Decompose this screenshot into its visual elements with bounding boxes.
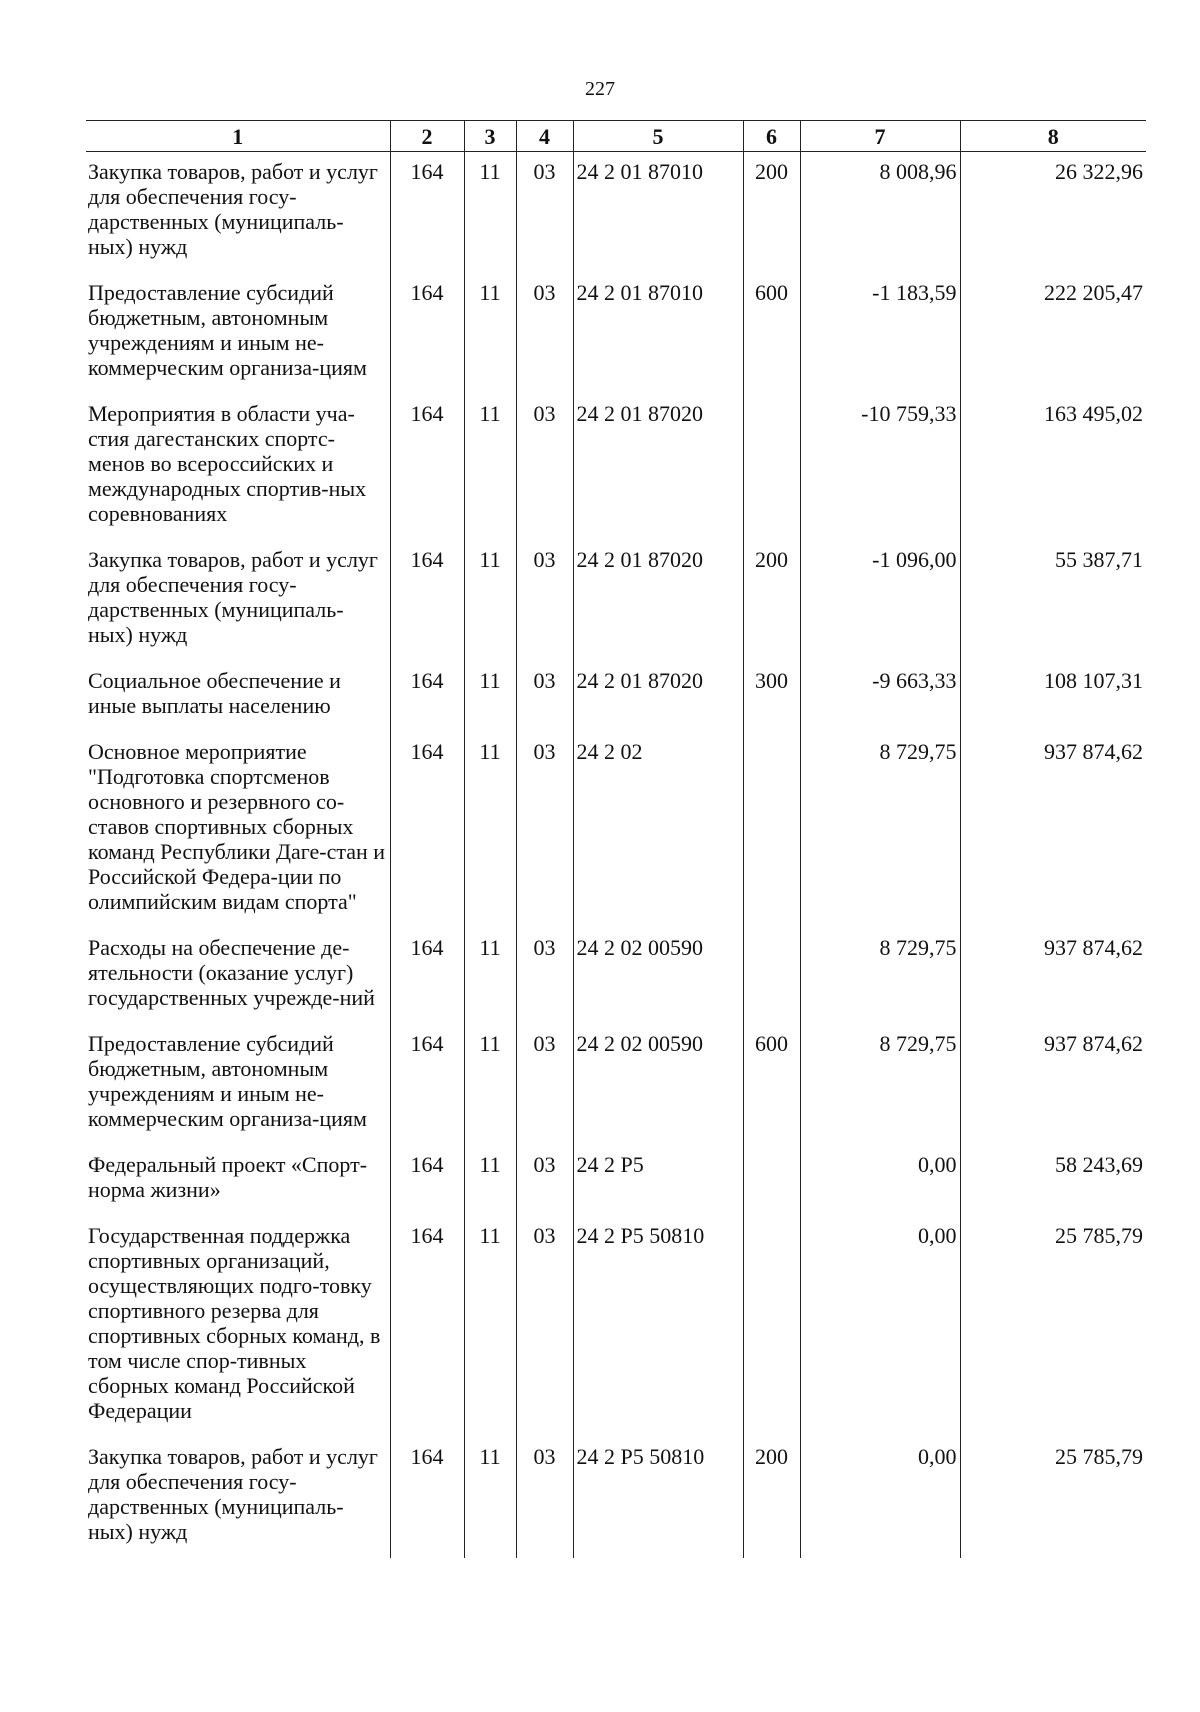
row-col-4: 03 bbox=[516, 394, 573, 540]
header-col-5: 5 bbox=[573, 121, 743, 152]
row-col-4: 03 bbox=[516, 1437, 573, 1558]
table-row bbox=[86, 273, 1146, 394]
row-col-7: -1 096,00 bbox=[800, 540, 960, 661]
page-number: 227 bbox=[585, 78, 615, 100]
row-col-7: 8 729,75 bbox=[800, 928, 960, 1024]
row-name: Предоставление субсидий бюджетным, автономным учреждениям и иным не-коммерческим организа-циям bbox=[88, 280, 367, 380]
row-col-8: 25 785,79 bbox=[960, 1216, 1146, 1437]
row-col-3: 11 bbox=[464, 1216, 516, 1437]
table-row bbox=[86, 152, 1146, 274]
row-col-8: 55 387,71 bbox=[960, 540, 1146, 661]
row-col-4: 03 bbox=[516, 1216, 573, 1437]
row-col-5: 24 2 P5 bbox=[573, 1145, 743, 1216]
row-col-4: 03 bbox=[516, 661, 573, 732]
row-col-8: 163 495,02 bbox=[960, 394, 1146, 540]
row-col-7: 0,00 bbox=[800, 1437, 960, 1558]
row-name: Мероприятия в области уча-стия дагестанских спортс-менов во всероссийских и международных спортив-ных соревнованиях bbox=[88, 401, 367, 526]
row-col-7: 0,00 bbox=[800, 1145, 960, 1216]
row-col-4: 03 bbox=[516, 732, 573, 928]
row-col-8: 58 243,69 bbox=[960, 1145, 1146, 1216]
header-col-8: 8 bbox=[960, 121, 1146, 152]
row-name: Основное мероприятие "Подготовка спортсменов основного и резервного со-ставов спортивных сборных команд Республики Даге-стан и Российской Федера-ции по олимпийским видам спорта" bbox=[88, 739, 386, 914]
row-col-4: 03 bbox=[516, 1024, 573, 1145]
row-col-3: 11 bbox=[464, 1024, 516, 1145]
row-col-5: 24 2 02 00590 bbox=[573, 1024, 743, 1145]
row-col-7: -1 183,59 bbox=[800, 273, 960, 394]
row-col-5: 24 2 P5 50810 bbox=[573, 1437, 743, 1558]
row-col-5: 24 2 01 87010 bbox=[573, 273, 743, 394]
row-col-4: 03 bbox=[516, 540, 573, 661]
row-col-4: 03 bbox=[516, 1145, 573, 1216]
row-col-6 bbox=[743, 1216, 800, 1437]
row-col-7: -10 759,33 bbox=[800, 394, 960, 540]
row-col-4: 03 bbox=[516, 928, 573, 1024]
row-col-6 bbox=[743, 394, 800, 540]
row-col-2: 164 bbox=[390, 1145, 464, 1216]
row-col-3: 11 bbox=[464, 273, 516, 394]
row-col-3: 11 bbox=[464, 928, 516, 1024]
row-name: Федеральный проект «Спорт-норма жизни» bbox=[88, 1152, 368, 1202]
table-row bbox=[86, 1216, 1146, 1437]
row-col-8: 937 874,62 bbox=[960, 1024, 1146, 1145]
table-row bbox=[86, 1145, 1146, 1216]
row-col-6: 200 bbox=[743, 540, 800, 661]
row-col-8: 25 785,79 bbox=[960, 1437, 1146, 1558]
row-col-3: 11 bbox=[464, 1145, 516, 1216]
row-col-2: 164 bbox=[390, 540, 464, 661]
row-col-8: 937 874,62 bbox=[960, 732, 1146, 928]
table-row bbox=[86, 661, 1146, 732]
row-col-3: 11 bbox=[464, 661, 516, 732]
row-col-2: 164 bbox=[390, 1024, 464, 1145]
header-col-1: 1 bbox=[86, 121, 390, 152]
row-col-5: 24 2 01 87020 bbox=[573, 661, 743, 732]
table-row bbox=[86, 1024, 1146, 1145]
row-col-2: 164 bbox=[390, 273, 464, 394]
row-name: Социальное обеспечение и иные выплаты населению bbox=[88, 668, 341, 718]
row-col-3: 11 bbox=[464, 540, 516, 661]
row-col-2: 164 bbox=[390, 732, 464, 928]
row-col-6: 600 bbox=[743, 1024, 800, 1145]
row-col-8: 222 205,47 bbox=[960, 273, 1146, 394]
row-col-6: 200 bbox=[743, 152, 800, 274]
row-col-2: 164 bbox=[390, 1216, 464, 1437]
table-row bbox=[86, 1437, 1146, 1558]
row-col-8: 108 107,31 bbox=[960, 661, 1146, 732]
row-col-7: 8 008,96 bbox=[800, 152, 960, 274]
row-col-5: 24 2 P5 50810 bbox=[573, 1216, 743, 1437]
row-name: Закупка товаров, работ и услуг для обеспечения госу-дарственных (муниципаль-ных) нужд bbox=[88, 159, 378, 259]
row-col-7: 8 729,75 bbox=[800, 1024, 960, 1145]
header-col-4: 4 bbox=[516, 121, 573, 152]
row-col-7: 0,00 bbox=[800, 1216, 960, 1437]
row-col-6: 200 bbox=[743, 1437, 800, 1558]
header-col-7: 7 bbox=[800, 121, 960, 152]
row-col-4: 03 bbox=[516, 273, 573, 394]
row-col-3: 11 bbox=[464, 732, 516, 928]
row-col-6 bbox=[743, 1145, 800, 1216]
row-col-3: 11 bbox=[464, 152, 516, 274]
row-col-4: 03 bbox=[516, 152, 573, 274]
row-col-3: 11 bbox=[464, 1437, 516, 1558]
row-col-5: 24 2 02 bbox=[573, 732, 743, 928]
table-row bbox=[86, 394, 1146, 540]
row-col-3: 11 bbox=[464, 394, 516, 540]
row-name: Государственная поддержка спортивных организаций, осуществляющих подго-товку спортивного резерва для спортивных сборных команд, в том числе спор-тивных сборных команд Российской Федерации bbox=[88, 1223, 381, 1423]
header-col-3: 3 bbox=[464, 121, 516, 152]
row-col-2: 164 bbox=[390, 928, 464, 1024]
row-col-5: 24 2 02 00590 bbox=[573, 928, 743, 1024]
row-col-7: -9 663,33 bbox=[800, 661, 960, 732]
row-col-8: 937 874,62 bbox=[960, 928, 1146, 1024]
row-name: Расходы на обеспечение де-ятельности (оказание услуг) государственных учрежде-ний bbox=[88, 935, 375, 1010]
header-row bbox=[86, 121, 1146, 152]
table-row bbox=[86, 732, 1146, 928]
row-col-6: 600 bbox=[743, 273, 800, 394]
row-name: Закупка товаров, работ и услуг для обеспечения госу-дарственных (муниципаль-ных) нужд bbox=[88, 1444, 378, 1544]
row-col-6 bbox=[743, 928, 800, 1024]
row-col-2: 164 bbox=[390, 394, 464, 540]
header-col-6: 6 bbox=[743, 121, 800, 152]
row-col-6 bbox=[743, 732, 800, 928]
header-col-2: 2 bbox=[390, 121, 464, 152]
row-col-8: 26 322,96 bbox=[960, 152, 1146, 274]
row-col-2: 164 bbox=[390, 661, 464, 732]
row-col-5: 24 2 01 87020 bbox=[573, 540, 743, 661]
table-row bbox=[86, 928, 1146, 1024]
row-col-2: 164 bbox=[390, 152, 464, 274]
row-col-5: 24 2 01 87020 bbox=[573, 394, 743, 540]
row-name: Предоставление субсидий бюджетным, автономным учреждениям и иным не-коммерческим организа-циям bbox=[88, 1031, 367, 1131]
row-col-7: 8 729,75 bbox=[800, 732, 960, 928]
row-col-5: 24 2 01 87010 bbox=[573, 152, 743, 274]
row-name: Закупка товаров, работ и услуг для обеспечения госу-дарственных (муниципаль-ных) нужд bbox=[88, 547, 378, 647]
budget-table bbox=[86, 120, 1146, 1558]
row-col-2: 164 bbox=[390, 1437, 464, 1558]
table-row bbox=[86, 540, 1146, 661]
row-col-6: 300 bbox=[743, 661, 800, 732]
